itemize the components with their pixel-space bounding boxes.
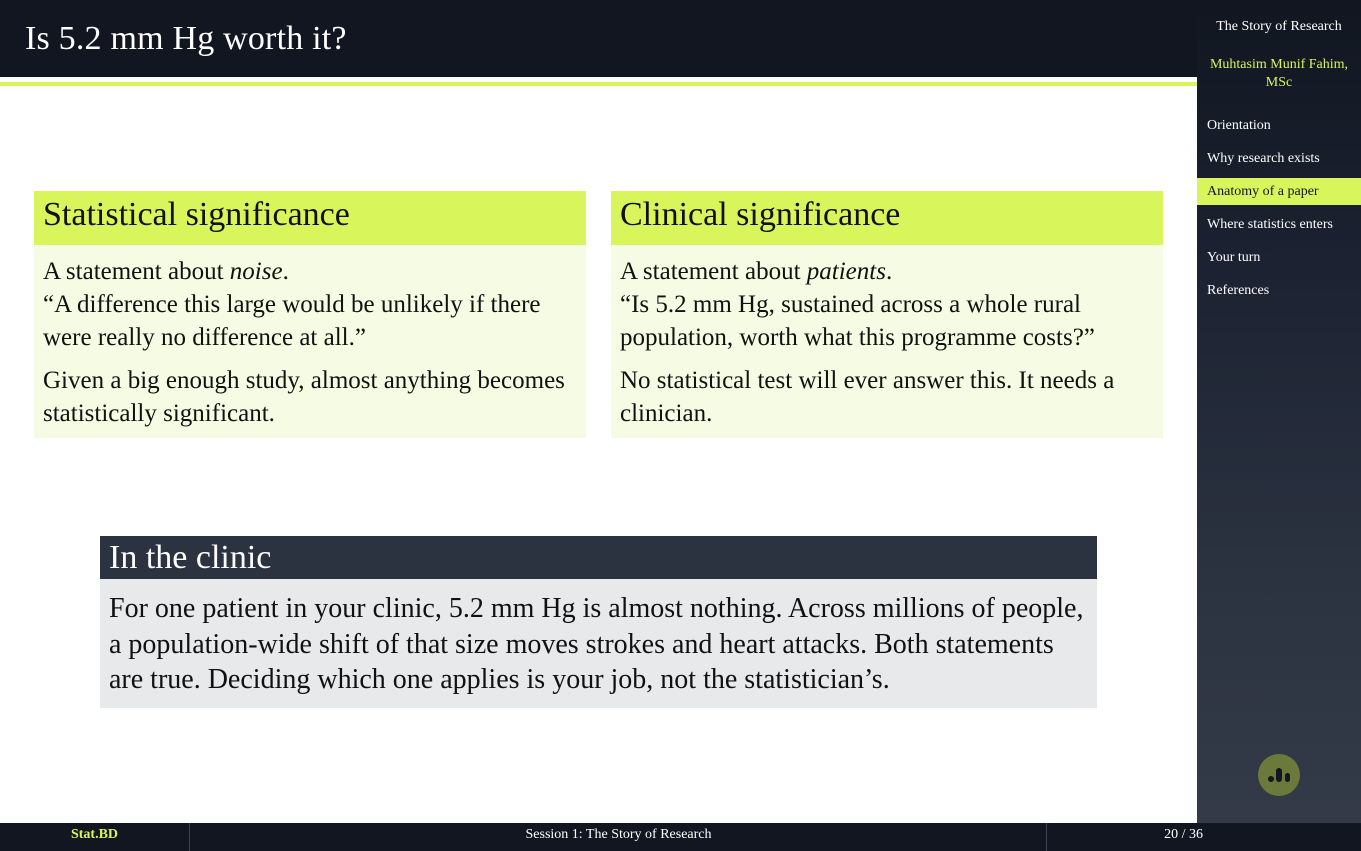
sidebar-item-your-turn[interactable]: Your turn [1207, 250, 1261, 265]
sidebar-item-anatomy-of-a-paper[interactable]: Anatomy of a paper [1197, 178, 1361, 205]
block-title: Clinical significance [611, 191, 1163, 245]
block-body [34, 245, 586, 438]
sidebar-author: Muhtasim Munif Fahim, MSc [1209, 57, 1349, 90]
block-quote: “Is 5.2 mm Hg, sustained across a whole rural population, worth what this programme costs?” [620, 291, 1095, 351]
clinical-significance-block [611, 191, 1163, 438]
bar-chart-glyph [1258, 754, 1300, 796]
footer-session-title: Session 1: The Story of Research [191, 823, 1047, 851]
sidebar-nav [1197, 112, 1361, 310]
block-note: No statistical test will ever answer this. It needs a clinician. [620, 367, 1115, 427]
footer-brand: Stat.BD [0, 823, 190, 851]
block-note: Given a big enough study, almost anything becomes statistically significant. [43, 367, 565, 427]
block-lead [43, 255, 577, 354]
sidebar-item-where-statistics-enters[interactable]: Where statistics enters [1207, 217, 1333, 232]
header-accent-rule [0, 82, 1197, 86]
lead-emphasis: noise [229, 258, 283, 285]
footer [0, 823, 1361, 851]
statistical-significance-block [34, 191, 586, 438]
sidebar-item-why-research-exists[interactable]: Why research exists [1207, 151, 1320, 166]
block-body: For one patient in your clinic, 5.2 mm Hg is almost nothing. Across millions of people, a population-wide shift of that size moves strokes and heart attacks. Both statements are true. Deciding which one applies is your job, not the statistician’s. [100, 579, 1097, 708]
footer-page-number: 20 / 36 [1164, 827, 1203, 842]
lead-suffix: . [282, 258, 289, 285]
in-the-clinic-block [100, 536, 1097, 708]
lead-text: A statement about [43, 258, 230, 285]
block-body [611, 245, 1163, 438]
block-title: In the clinic [100, 536, 1097, 579]
block-lead [620, 255, 1154, 354]
block-quote: “A difference this large would be unlikely if there were really no difference at all.” [43, 291, 541, 351]
block-title: Statistical significance [34, 191, 586, 245]
frame-header [0, 0, 1197, 77]
sidebar [1197, 0, 1361, 823]
sidebar-talk-title[interactable]: The Story of Research [1216, 19, 1342, 34]
lead-suffix: . [885, 258, 893, 285]
lead-text: A statement about [620, 258, 807, 285]
frame-title: Is 5.2 mm Hg worth it? [25, 20, 347, 57]
bar-chart-circle-icon[interactable] [1258, 754, 1300, 796]
sidebar-item-orientation[interactable]: Orientation [1207, 118, 1271, 133]
sidebar-item-references[interactable]: References [1207, 283, 1270, 298]
lead-emphasis: patients [806, 258, 886, 285]
